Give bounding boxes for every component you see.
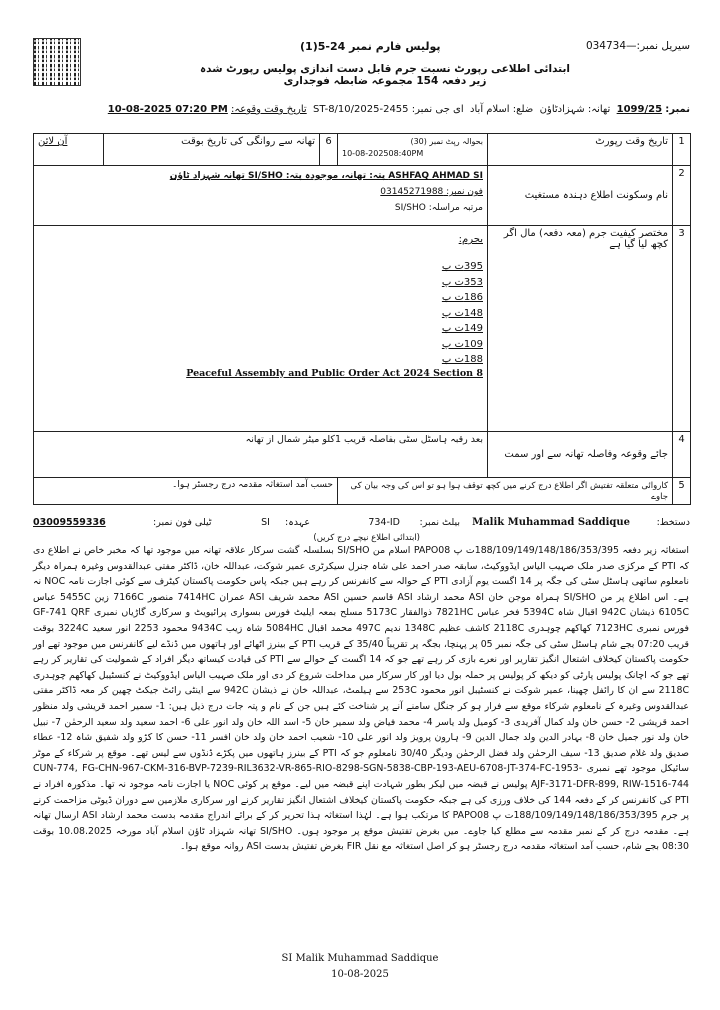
fir-info-line xyxy=(33,104,690,122)
officer-phone: 03009559336 xyxy=(33,517,106,528)
table-row-location xyxy=(34,432,691,478)
report-datetime: 10-08-202508:40PM xyxy=(342,149,424,158)
belt-id: 734-ID xyxy=(368,517,400,528)
ig-label: ای جی نمبر: xyxy=(411,104,464,115)
table-row-informant xyxy=(34,166,691,226)
section-item: 186ت پ xyxy=(441,292,483,303)
row-number: 2 xyxy=(673,166,691,226)
officer-name: Malik Muhammad Saddique xyxy=(472,517,630,528)
col6-number: 6 xyxy=(320,134,338,166)
section-item: 148ت پ xyxy=(441,307,483,319)
fir-number: 1099/25 xyxy=(616,104,663,115)
footer-officer-name: SI Malik Muhammad Saddique xyxy=(281,953,439,964)
section-item: 395ت پ xyxy=(441,261,483,272)
district-label: ضلع: xyxy=(512,104,534,115)
row-label: جائے وقوعہ وفاصلہ تھانہ سے اور سمت xyxy=(488,432,673,478)
row-label: کاروائی متعلقہ تفتیش اگر اطلاع درج کرنے میں کچھ توقف ہوا ہو تو اس کی وجہ بیان کی جاوے xyxy=(338,478,673,505)
rank-label: عہدہ: xyxy=(285,517,310,528)
district-value: اسلام آباد xyxy=(470,104,510,115)
signature-line xyxy=(33,517,690,533)
table-row-report-datetime xyxy=(34,134,691,166)
sub-heading: (ابتدائی اطلاع نیچے درج کریں) xyxy=(313,533,420,543)
section-item: 109ت پ xyxy=(441,338,483,350)
row-number: 5 xyxy=(673,478,691,505)
informant-cell xyxy=(34,166,488,226)
act-reference: Peaceful Assembly and Public Order Act 2024 Section 8 xyxy=(186,367,483,379)
form-number: پولیس فارم نمبر 24-5(1) xyxy=(300,40,441,53)
occurrence-datetime: 10-08-2025 07:20 PM xyxy=(107,104,228,115)
page-title: ابتدائی اطلاعی رپورٹ نسبت جرم قابل دست اندازی پولیس رپورٹ شدہ زیر دفعہ 154 مجموعہ ضابطہ فوجداری xyxy=(199,63,570,87)
row-number: 1 xyxy=(673,134,691,166)
report-ref: بحوالہ رپٹ نمبر (30) xyxy=(410,137,483,146)
table-row-action xyxy=(34,478,691,505)
informant-phone: فون نمبر: 03145271988 xyxy=(380,187,483,197)
informant-name: ASHFAQ AHMAD SI پتہ: تھانہ، موجودہ پتہ: SI/SHO تھانہ شہزاد ٹاؤن xyxy=(169,171,483,181)
datetime-label: تاریخ وقت وقوعہ: xyxy=(231,104,307,115)
fir-details-table xyxy=(33,133,691,505)
online-status xyxy=(34,134,104,166)
thana-value: شہزادٹاؤن xyxy=(539,104,585,115)
belt-label: بیلٹ نمبر: xyxy=(419,517,460,528)
ig-number: ST-8/10/2025-2455 xyxy=(313,104,409,115)
location-value: بعد رقبہ ہاسٹل سٹی بفاصلہ قریب 1کلو میٹر شمال از تھانہ xyxy=(34,432,488,478)
row-number: 4 xyxy=(673,432,691,478)
row-label: تاریخ وقت رپورٹ xyxy=(488,134,673,166)
offence-cell xyxy=(34,226,488,432)
section-item: 149ت پ xyxy=(441,323,483,334)
serial-number: سیریل نمبر:—034734 xyxy=(585,40,690,52)
fir-label: نمبر: xyxy=(665,104,690,115)
row-label: نام وسکونت اطلاع دہندہ مستغیث xyxy=(488,166,673,226)
online-label: آن لائن xyxy=(38,136,68,147)
report-ref-cell xyxy=(338,134,488,166)
action-value: حسب آمد استغاثہ مقدمہ درج رجسٹر ہوا۔ xyxy=(34,478,338,505)
row-label: مختصر کیفیت جرم (معہ دفعہ) مال اگر کچھ لیا گیا ہے xyxy=(488,226,673,432)
table-row-offence xyxy=(34,226,691,432)
jurm-label: بجرم: xyxy=(458,234,483,245)
section-item: 188ت پ xyxy=(441,354,483,365)
row-number: 3 xyxy=(673,226,691,432)
informant-designation: مرتبہ مراسلہ: SI/SHO xyxy=(394,203,483,213)
qr-code-icon xyxy=(33,38,81,86)
footer-date: 10-08-2025 xyxy=(331,969,389,980)
sign-label: دستخط: xyxy=(656,517,690,528)
thana-label: تھانہ: xyxy=(587,104,611,115)
section-item: 353ت پ xyxy=(441,276,483,288)
col6-label: تھانہ سے روانگی کی تاریخ بوقت xyxy=(104,134,320,166)
fir-narrative: استغاثہ زیر دفعہ 188/109/149/148/186/353/395ت پ PAPO08 اسلام من SI/SHO بسلسلہ گشت سرکار علاقہ تھانہ میں موجود تھا کہ مخبر خاص نے اطلاع دی کہ PTI کے مرکزی صدر ملک صہیب الیاس ایڈووکیٹ، سابقہ صدر احمد علی شاہ جنرل سیکرٹری عمیر شوکت، عبداللہ خان، ڈاکٹر مفتی عبدالقدوس وغیرہ ہمراہ دیگر نامعلوم ساتھی ہاسٹل سٹی کی جگہ پر 14 اگست یوم آزادی PTI کے حوالہ سے کانفرنس کر رہے ہیں جبکہ پاس حکومت پاکستان کیٹرف سے کوئی اجازت نامہ NOC نہ ہے۔ اس اطلاع پر من SI/SHO ہمراہ موجن خان ASI محمد ارشاد ASI قاسم حسین ASI محمد شریف ASI عمران 7414HC منصور 7166C زین 5455C عباس 6105C ذیشان 942C اقبال شاہ 5394C فخر عباس 7821HC ذوالفقار 5173C مسلح بمعہ ایلیٹ فورس بسواری پرائیویٹ و سرکاری گاڑیاں نمبری GF-741 QRF فورس نمبری 7123HC کھاکھم چوہدری 2118C کاشف عظیم 1348C ندیم 497C محمد اقبال 5084HC شاہ زیب 9434C محمود 2253 انور سعید 3224C بوقت قریب 07:20 بجے شام ہاسٹل سٹی کی جگہ نمبر 05 پر پہنچا، بجگہ پر تقریباً 35/40 کے قریب PTI کے بینرز اٹھائے اور ہاتھوں میں ڈنڈے لیے کانفرنس میں موجود تھے اور حکومت پاکستان کیخلاف اشتعال انگیز تقاریر اور نعرے بازی کر رہے تھے جو کہ 14 اگست کے حوالے سے PTI کی قیادت کیساتھ دیگر افراد کے شمولیت کی تقاریر کر رہے تھے جو کہ اچانک پولیس پارٹی کو دیکھ کر پولیس پر حملہ بول دیا اور کار سرکار میں مداخلت شروع کر دی اور ملک صہیب الیاس ایڈووکیٹ نے کنسٹیبل کھاکھم چوہدری 2118C سے ان کا رائفل چھینا، عمیر شوکت نے کنسٹیبل انور محمود 253C سے ہیلمٹ، عبداللہ خان نے ذیشان 942C سے اینٹی رائٹ جیکٹ چھین کر معہ ڈاکٹر مفتی عبدالقدوس وغیرہ کے نامعلوم شرکاء موقع سے فرار ہو کر جنگل سامنے آنے پر شناخت کئے ہیں جن کے نام و پتہ جات درج ذیل ہیں: 1- سمیر احمد قریشی ولد منظور احمد قریشی 2- حسن خان ولد کمال آفریدی 3- کومیل ولد یاسر 4- محمد فیاض ولد سمیر خان 5- اسد اللہ خان ولد انور علی 6- احمد سعید ولد سعید الرحمٰن 7- نبیل خان ولد نور جمیل خان 8- بہادر الدین ولد جمال الدین 9- ہارون پرویز ولد انور علی 10- شعیب احمد خان ولد خان افسر 11- حسن کا کڑو ولد شفیق شاہ 12- عطاء صدیق ولد غلام صدیق 13- سیف الرحمٰن ولد فضل الرحمٰن ودیگر 30/40 نامعلوم جو کہ PTI کے بینرز ہاتھوں میں پکڑے ڈنڈوں سے لیس تھے۔ موقع پر شرکاء کے موٹر سائیکل موجود تھے نمبری CUN-774, FG-CHN-967-CKM-316-BVP-7239-RIL3632-VR-865-RIO-8298-SGN-5838-CBP-193-AEU-6708-JT-374-FC-1953-AJF-3171-DFR-899, RIW-1516-744 پولیس نے قبضہ میں لیکر بطور شہادت اپنے قبضہ میں لیے۔ موقع پر کوئی NOC یا اجازت نامہ موجود نہ تھا۔ مذکورہ افراد نے PTI کی کانفرنس کر کے دفعہ 144 کی خلاف ورزی کی ہے جبکہ حکومت پاکستان کیخلاف اشتعال انگیز تقاریر کرنے اور سرکاری ملازمین سے دوران ڈیوٹی مزاحمت کرنے پر جرم 188/109/149/148/186/353/395ت پ PAPO08 کا مرتکب ہوا ہے۔ لہٰذا استغاثہ ہذا تحریر کر کے برائے اندراج مقدمہ بدست محمد ارشاد ASI ارسال تھانہ ہے۔ مقدمہ درج کر کے نمبر مقدمہ سے مطلع کیا جاوے۔ میں بغرض تفتیش موقع پر موجود ہوں۔ SI/SHO تھانہ شہزاد ٹاؤن اسلام آباد مورخہ 10.08.2025 بوقت 08:30 بجے شام، حسب آمد استغاثہ مقدمہ درج رجسٹر ہو کر اصل استغاثہ مع نقل FIR بغرض تفتیش بدست ASI روانہ موقع ہوا۔ xyxy=(33,545,690,853)
rank-value: SI xyxy=(261,517,270,528)
phone-label: ٹیلی فون نمبر: xyxy=(153,517,212,528)
